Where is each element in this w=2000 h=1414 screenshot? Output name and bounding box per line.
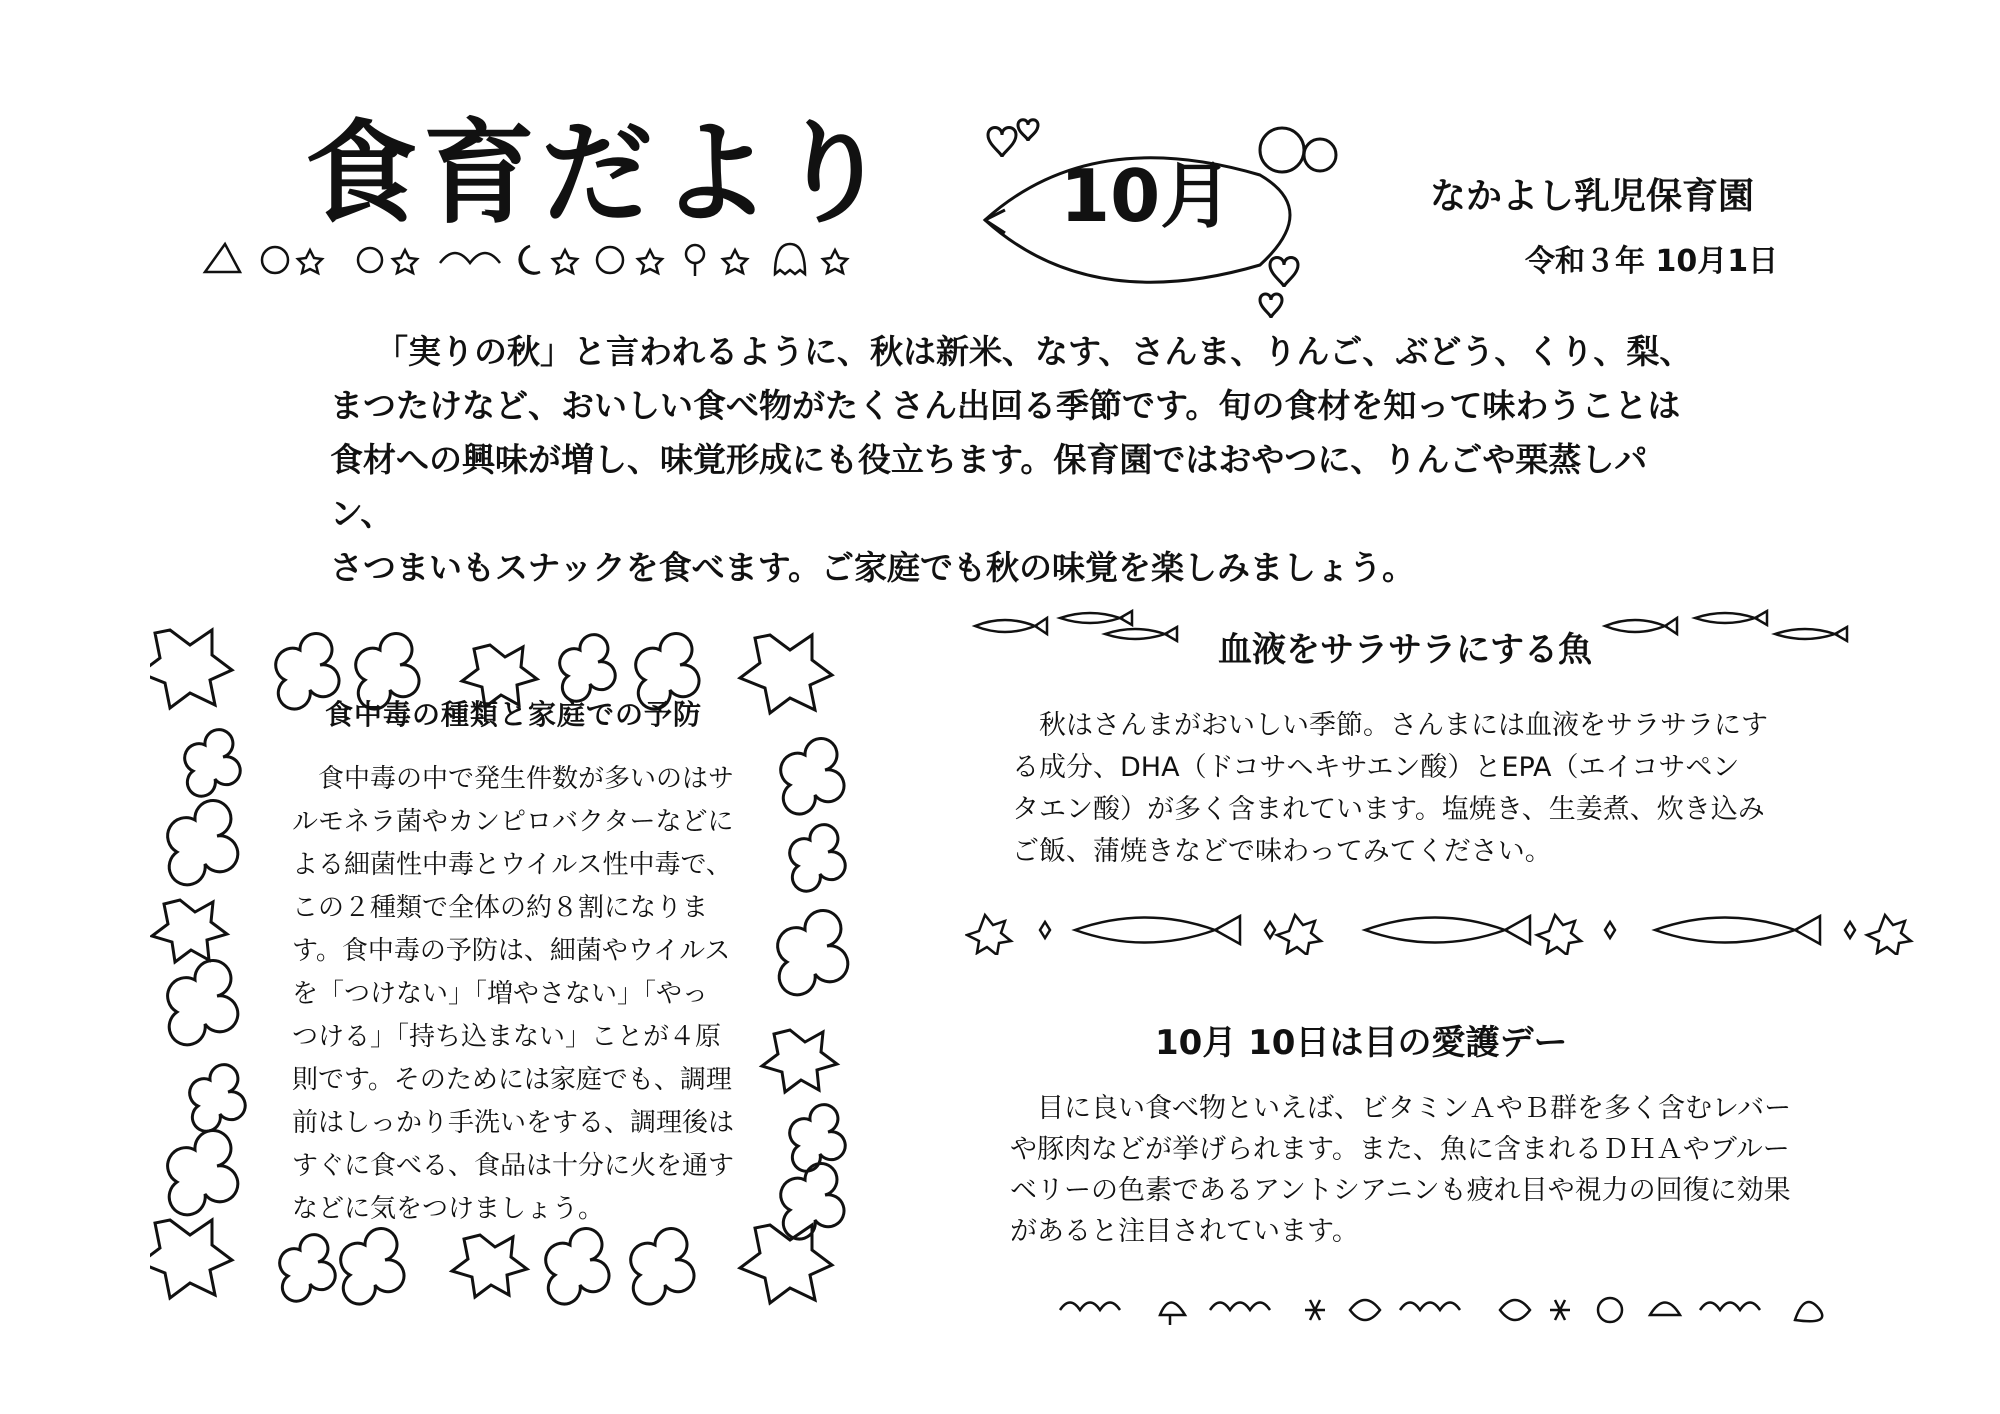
fish-icon	[1105, 627, 1177, 641]
flower-icon	[341, 1229, 404, 1305]
flower-icon	[190, 1065, 246, 1132]
food-poisoning-line: よる細菌性中毒とウイルス性中毒で、	[292, 850, 732, 880]
fish-icon	[1605, 618, 1677, 634]
maple-leaf-icon	[1537, 915, 1581, 955]
food-poisoning-line: 食中毒の中で発生件数が多いのはサ	[292, 764, 735, 794]
eye-day-line: や豚肉などが挙げられます。また、魚に含まれるＤＨＡやブルー	[1010, 1134, 1790, 1165]
food-poisoning-heading: 食中毒の種類と家庭での予防	[325, 698, 703, 731]
food-poisoning-line: この２種類で全体の約８割になりま	[292, 893, 709, 923]
fish-body	[1012, 705, 1822, 873]
food-poisoning-line: す。食中毒の予防は、細菌やウイルス	[292, 936, 731, 966]
maple-leaf-face-icon	[740, 1225, 832, 1303]
intro-line: 「実りの秋」と言われるように、秋は新米、なす、さんま、りんご、ぶどう、くり、梨、	[375, 332, 1693, 371]
flower-icon	[560, 635, 616, 702]
vine-icon	[1060, 1303, 1120, 1311]
autumn-food-decoration-row	[1050, 1285, 1850, 1330]
chick-icon	[1304, 139, 1336, 171]
vine-icon	[1210, 1303, 1270, 1311]
cat-icon	[597, 247, 623, 273]
witch-hat-icon	[205, 244, 240, 272]
leaf-icon	[1350, 1300, 1380, 1320]
star-icon	[298, 250, 322, 273]
leaf-fish-divider	[965, 905, 1925, 955]
flower-icon	[185, 730, 241, 797]
star-icon	[1605, 922, 1615, 938]
saury-fish-icon	[1075, 916, 1240, 944]
maple-leaf-icon	[967, 915, 1011, 955]
chestnut-icon	[1795, 1302, 1822, 1321]
sparkle-icon	[1550, 1300, 1570, 1320]
eye-day-line: ベリーの色素であるアントシアニンも疲れ目や視力の回復に効果	[1010, 1175, 1791, 1206]
flower-icon	[631, 1229, 694, 1305]
fish-line: る成分、DHA（ドコサヘキサエン酸）とEPA（エイコサペン	[1012, 752, 1740, 783]
vine-icon	[1700, 1303, 1760, 1311]
heart-icon	[1260, 294, 1282, 318]
fish-icon	[975, 618, 1047, 634]
flower-icon	[168, 1130, 238, 1214]
star-icon	[1040, 922, 1050, 938]
flower-icon	[781, 739, 844, 815]
pumpkin-icon	[262, 247, 288, 273]
month-label: 10月	[1060, 154, 1233, 238]
fish-line: ご飯、蒲焼きなどで味わってみてください。	[1012, 836, 1552, 867]
star-icon	[393, 250, 417, 273]
maple-leaf-face-icon	[452, 1235, 527, 1297]
flower-icon	[168, 960, 238, 1044]
fish-heading: 血液をサラサラにする魚	[1218, 630, 1592, 670]
intro-line: まつたけなど、おいしい食べ物がたくさん出回る季節です。旬の食材を知って味わうことは	[330, 386, 1681, 425]
star-icon	[638, 250, 662, 273]
fish-line: タエン酸）が多く含まれています。塩焼き、生姜煮、炊き込み	[1012, 794, 1765, 825]
newsletter-title: 食育だより	[305, 109, 895, 239]
halloween-decoration-row	[200, 238, 860, 278]
eye-day-body	[1010, 1088, 1860, 1252]
grape-icon	[1598, 1298, 1622, 1322]
bat-icon	[440, 253, 500, 263]
intro-line: 食材への興味が増し、味覚形成にも役立ちます。保育園ではおやつに、りんごや栗蒸しパン、	[330, 440, 1648, 533]
fish-icon	[1695, 611, 1767, 625]
intro-paragraph	[330, 325, 1710, 595]
leaf-icon	[1500, 1300, 1530, 1320]
food-poisoning-body	[292, 758, 772, 1231]
eye-day-heading: 10月 10日は目の愛護デー	[1155, 1023, 1568, 1063]
food-poisoning-line: すぐに食べる、食品は十分に火を通す	[292, 1151, 735, 1181]
star-icon	[823, 250, 847, 273]
fish-line: 秋はさんまがおいしい季節。さんまには血液をサラサラにす	[1012, 710, 1768, 741]
nursery-name: なかよし乳児保育園	[1430, 176, 1755, 217]
heart-icon	[1018, 120, 1038, 141]
fish-icon	[1060, 611, 1132, 625]
star-icon	[1265, 922, 1275, 938]
flower-icon	[280, 1235, 336, 1302]
food-poisoning-line: ルモネラ菌やカンピロバクターなどに	[292, 807, 734, 837]
flower-icon	[790, 825, 846, 892]
fish-icon	[1775, 627, 1847, 641]
vine-icon	[1400, 1303, 1460, 1311]
maple-leaf-face-icon	[150, 1220, 232, 1298]
food-poisoning-line: 前はしっかり手洗いをする、調理後は	[292, 1108, 735, 1138]
star-icon	[723, 250, 747, 273]
saury-fish-icon	[1655, 916, 1820, 944]
star-icon	[1845, 922, 1855, 938]
issue-date: 令和３年 10月1日	[1525, 244, 1779, 279]
eye-day-line: があると注目されています。	[1010, 1216, 1359, 1247]
maple-leaf-face-icon	[150, 630, 232, 708]
mushroom-icon	[1650, 1303, 1680, 1316]
flower-icon	[168, 800, 238, 884]
intro-line: さつまいもスナックを食べます。ご家庭でも秋の味覚を楽しみましょう。	[330, 548, 1416, 587]
maple-leaf-face-icon	[762, 1030, 837, 1092]
food-poisoning-line: 則です。そのためには家庭でも、調理	[292, 1065, 732, 1095]
maple-leaf-icon	[1867, 915, 1911, 955]
maple-leaf-face-icon	[740, 635, 832, 713]
bear-icon	[1260, 128, 1304, 172]
heart-icon	[988, 128, 1016, 158]
food-poisoning-line: などに気をつけましょう。	[292, 1194, 605, 1224]
star-icon	[553, 250, 577, 273]
mushroom-icon	[1160, 1303, 1185, 1326]
flower-icon	[778, 910, 848, 994]
maple-leaf-face-icon	[152, 900, 227, 962]
sparkle-icon	[1305, 1300, 1325, 1320]
food-poisoning-line: を「つけない」「増やさない」「やっ	[292, 979, 709, 1009]
saury-fish-icon	[1365, 916, 1530, 944]
maple-leaf-icon	[1277, 915, 1321, 955]
food-poisoning-line: つける」「持ち込まない」ことが４原	[292, 1022, 722, 1052]
flower-icon	[790, 1105, 846, 1172]
heart-icon	[1270, 258, 1298, 288]
lollipop-icon	[686, 245, 704, 263]
moon-icon	[520, 246, 540, 274]
skull-icon	[358, 248, 382, 272]
flower-icon	[546, 1229, 609, 1305]
eye-day-line: 目に良い食べ物といえば、ビタミンＡやＢ群を多く含むレバー	[1010, 1093, 1792, 1124]
ghost-icon	[775, 244, 805, 274]
